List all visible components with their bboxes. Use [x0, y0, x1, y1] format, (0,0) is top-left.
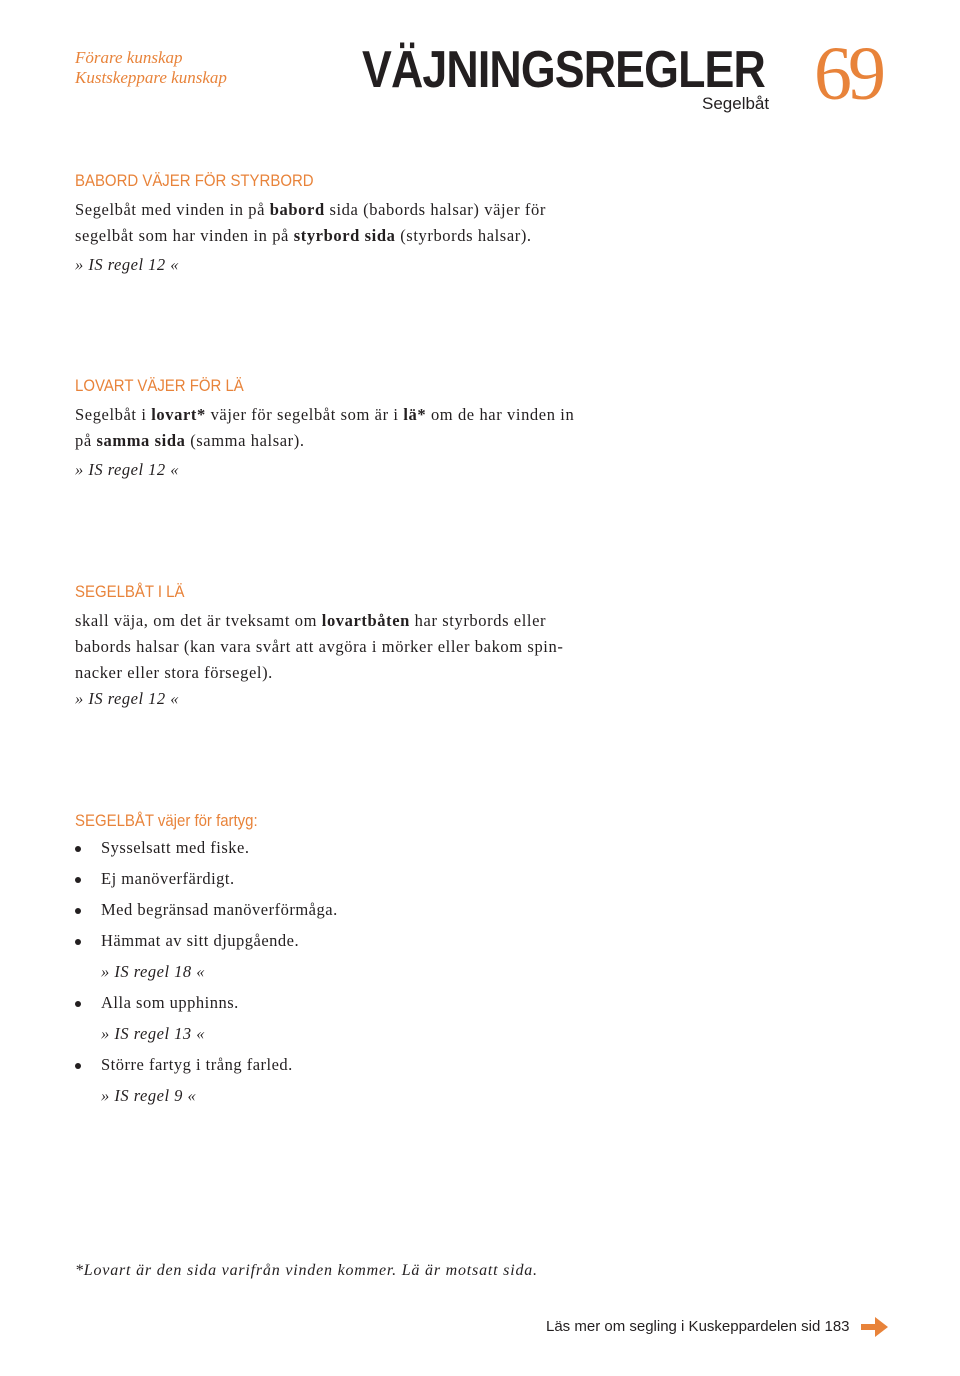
bullet-icon: [75, 846, 81, 852]
text-run: väjer för segelbåt som är i: [205, 405, 404, 424]
category-label-forare: Förare kunskap: [75, 48, 183, 67]
text-run: (samma halsar).: [185, 431, 305, 450]
section-body-babord: [75, 197, 546, 249]
section-heading-segelbat-i-la: SEGELBÅT I LÄ: [75, 582, 185, 601]
text-run: Segelbåt med vinden in på: [75, 200, 270, 219]
bullet-icon: [75, 939, 81, 945]
bullet-icon: [75, 1063, 81, 1069]
bullet-icon: [75, 908, 81, 914]
text-run: babords halsar (kan vara svårt att avgöra i mörker eller bakom spin-: [75, 637, 564, 656]
body-line: [75, 428, 574, 454]
section-heading-lovart: LOVART VÄJER FÖR LÄ: [75, 376, 244, 395]
section-heading-fartyg: SEGELBÅT väjer för fartyg:: [75, 811, 258, 830]
rule-reference: » IS regel 12 «: [75, 255, 180, 274]
category-label-kustskeppare: Kustskeppare kunskap: [75, 68, 227, 87]
body-line: [75, 402, 574, 428]
rule-reference: » IS regel 13 «: [101, 1024, 206, 1043]
rule-reference: » IS regel 18 «: [101, 962, 206, 981]
body-line: [75, 634, 563, 660]
text-run: på: [75, 431, 97, 450]
body-line: [75, 223, 546, 249]
text-run: Segelbåt i: [75, 405, 152, 424]
text-run: sida (babords halsar) väjer för: [324, 200, 546, 219]
bold-term: lovart*: [151, 405, 206, 424]
list-item-text: Alla som upphinns.: [101, 993, 239, 1012]
text-run: segelbåt som har vinden in på: [75, 226, 294, 245]
body-line: [75, 660, 563, 686]
body-line: [75, 608, 563, 634]
rule-reference: » IS regel 12 «: [75, 460, 180, 479]
text-run: skall väja, om det är tveksamt om: [75, 611, 322, 630]
list-item-text: Ej manöverfärdigt.: [101, 869, 235, 888]
text-run: (styrbords halsar).: [395, 226, 532, 245]
bold-term: styrbord sida: [293, 226, 396, 245]
list-item-text: Sysselsatt med fiske.: [101, 838, 250, 857]
page-title: VÄJNINGSREGLER: [362, 41, 765, 99]
bullet-icon: [75, 1001, 81, 1007]
list-item-text: Större fartyg i trång farled.: [101, 1055, 293, 1074]
bullet-icon: [75, 877, 81, 883]
bold-term: samma sida: [96, 431, 186, 450]
rule-reference: » IS regel 12 «: [75, 689, 180, 708]
body-line: [75, 197, 546, 223]
list-item-text: Hämmat av sitt djupgående.: [101, 931, 300, 950]
section-body-lovart: [75, 402, 574, 454]
section-body-segelbat-i-la: [75, 608, 563, 686]
bold-term: lovartbåten: [321, 611, 410, 630]
bold-term: babord: [269, 200, 325, 219]
section-heading-babord: BABORD VÄJER FÖR STYRBORD: [75, 171, 314, 190]
right-arrow-icon: [860, 1315, 890, 1339]
page-number: 69: [814, 32, 882, 116]
rule-reference: » IS regel 9 «: [101, 1086, 197, 1105]
footnote: *Lovart är den sida varifrån vinden kommer. Lä är motsatt sida.: [75, 1262, 538, 1279]
text-run: har styrbords eller: [409, 611, 547, 630]
page-subtitle: Segelbåt: [702, 94, 770, 113]
text-run: nacker eller stora försegel).: [75, 663, 273, 682]
bold-term: lä*: [403, 405, 427, 424]
list-item-text: Med begränsad manöverförmåga.: [101, 900, 338, 919]
text-run: om de har vinden in: [426, 405, 575, 424]
footer-reference-text: Läs mer om segling i Kuskeppardelen sid 183: [546, 1318, 850, 1335]
